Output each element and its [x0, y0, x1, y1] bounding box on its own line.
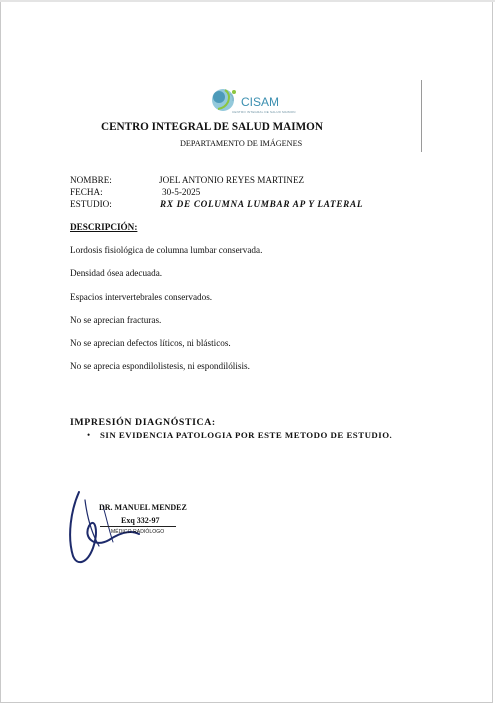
top-divider — [0, 0, 495, 2]
date-value: 30-5-2025 — [162, 187, 201, 197]
doctor-title: MÉDICO RADIÓLOGO — [111, 529, 165, 535]
study-value: RX DE COLUMNA LUMBAR AP Y LATERAL — [160, 199, 364, 209]
description-line: No se aprecian fracturas. — [70, 315, 162, 325]
description-line: Densidad ósea adecuada. — [70, 268, 163, 278]
logo-subtitle: CENTRO INTEGRAL DE SALUD MAIMON — [232, 110, 296, 114]
doctor-license: Exq 332-97 — [121, 516, 160, 525]
name-value: JOEL ANTONIO REYES MARTINEZ — [159, 175, 305, 185]
description-line: No se aprecia espondilolistesis, ni espondilólisis. — [70, 361, 250, 371]
margin-line — [421, 80, 422, 152]
description-line: Espacios intervertebrales conservados. — [70, 292, 213, 302]
bullet-icon: • — [87, 430, 91, 440]
signature-line — [100, 526, 176, 527]
description-line: Lordosis fisiológica de columna lumbar conservada. — [70, 245, 263, 255]
doctor-name: DR. MANUEL MENDEZ — [99, 503, 187, 512]
description-line: No se aprecian defectos líticos, ni blásticos. — [70, 338, 231, 348]
department-title: DEPARTAMENTO DE IMÁGENES — [180, 139, 303, 148]
date-label: FECHA: — [70, 187, 103, 197]
logo-wordmark: CISAM — [241, 95, 280, 109]
handwritten-signature — [65, 486, 145, 570]
description-heading: DESCRIPCIÓN: — [70, 222, 138, 232]
organization-title: CENTRO INTEGRAL DE SALUD MAIMON — [101, 121, 323, 133]
impression-item: SIN EVIDENCIA PATOLOGIA POR ESTE METODO DE ESTUDIO. — [100, 430, 393, 440]
impression-heading: IMPRESIÓN DIAGNÓSTICA: — [70, 417, 216, 428]
name-label: NOMBRE: — [70, 175, 112, 185]
study-label: ESTUDIO: — [70, 199, 112, 209]
